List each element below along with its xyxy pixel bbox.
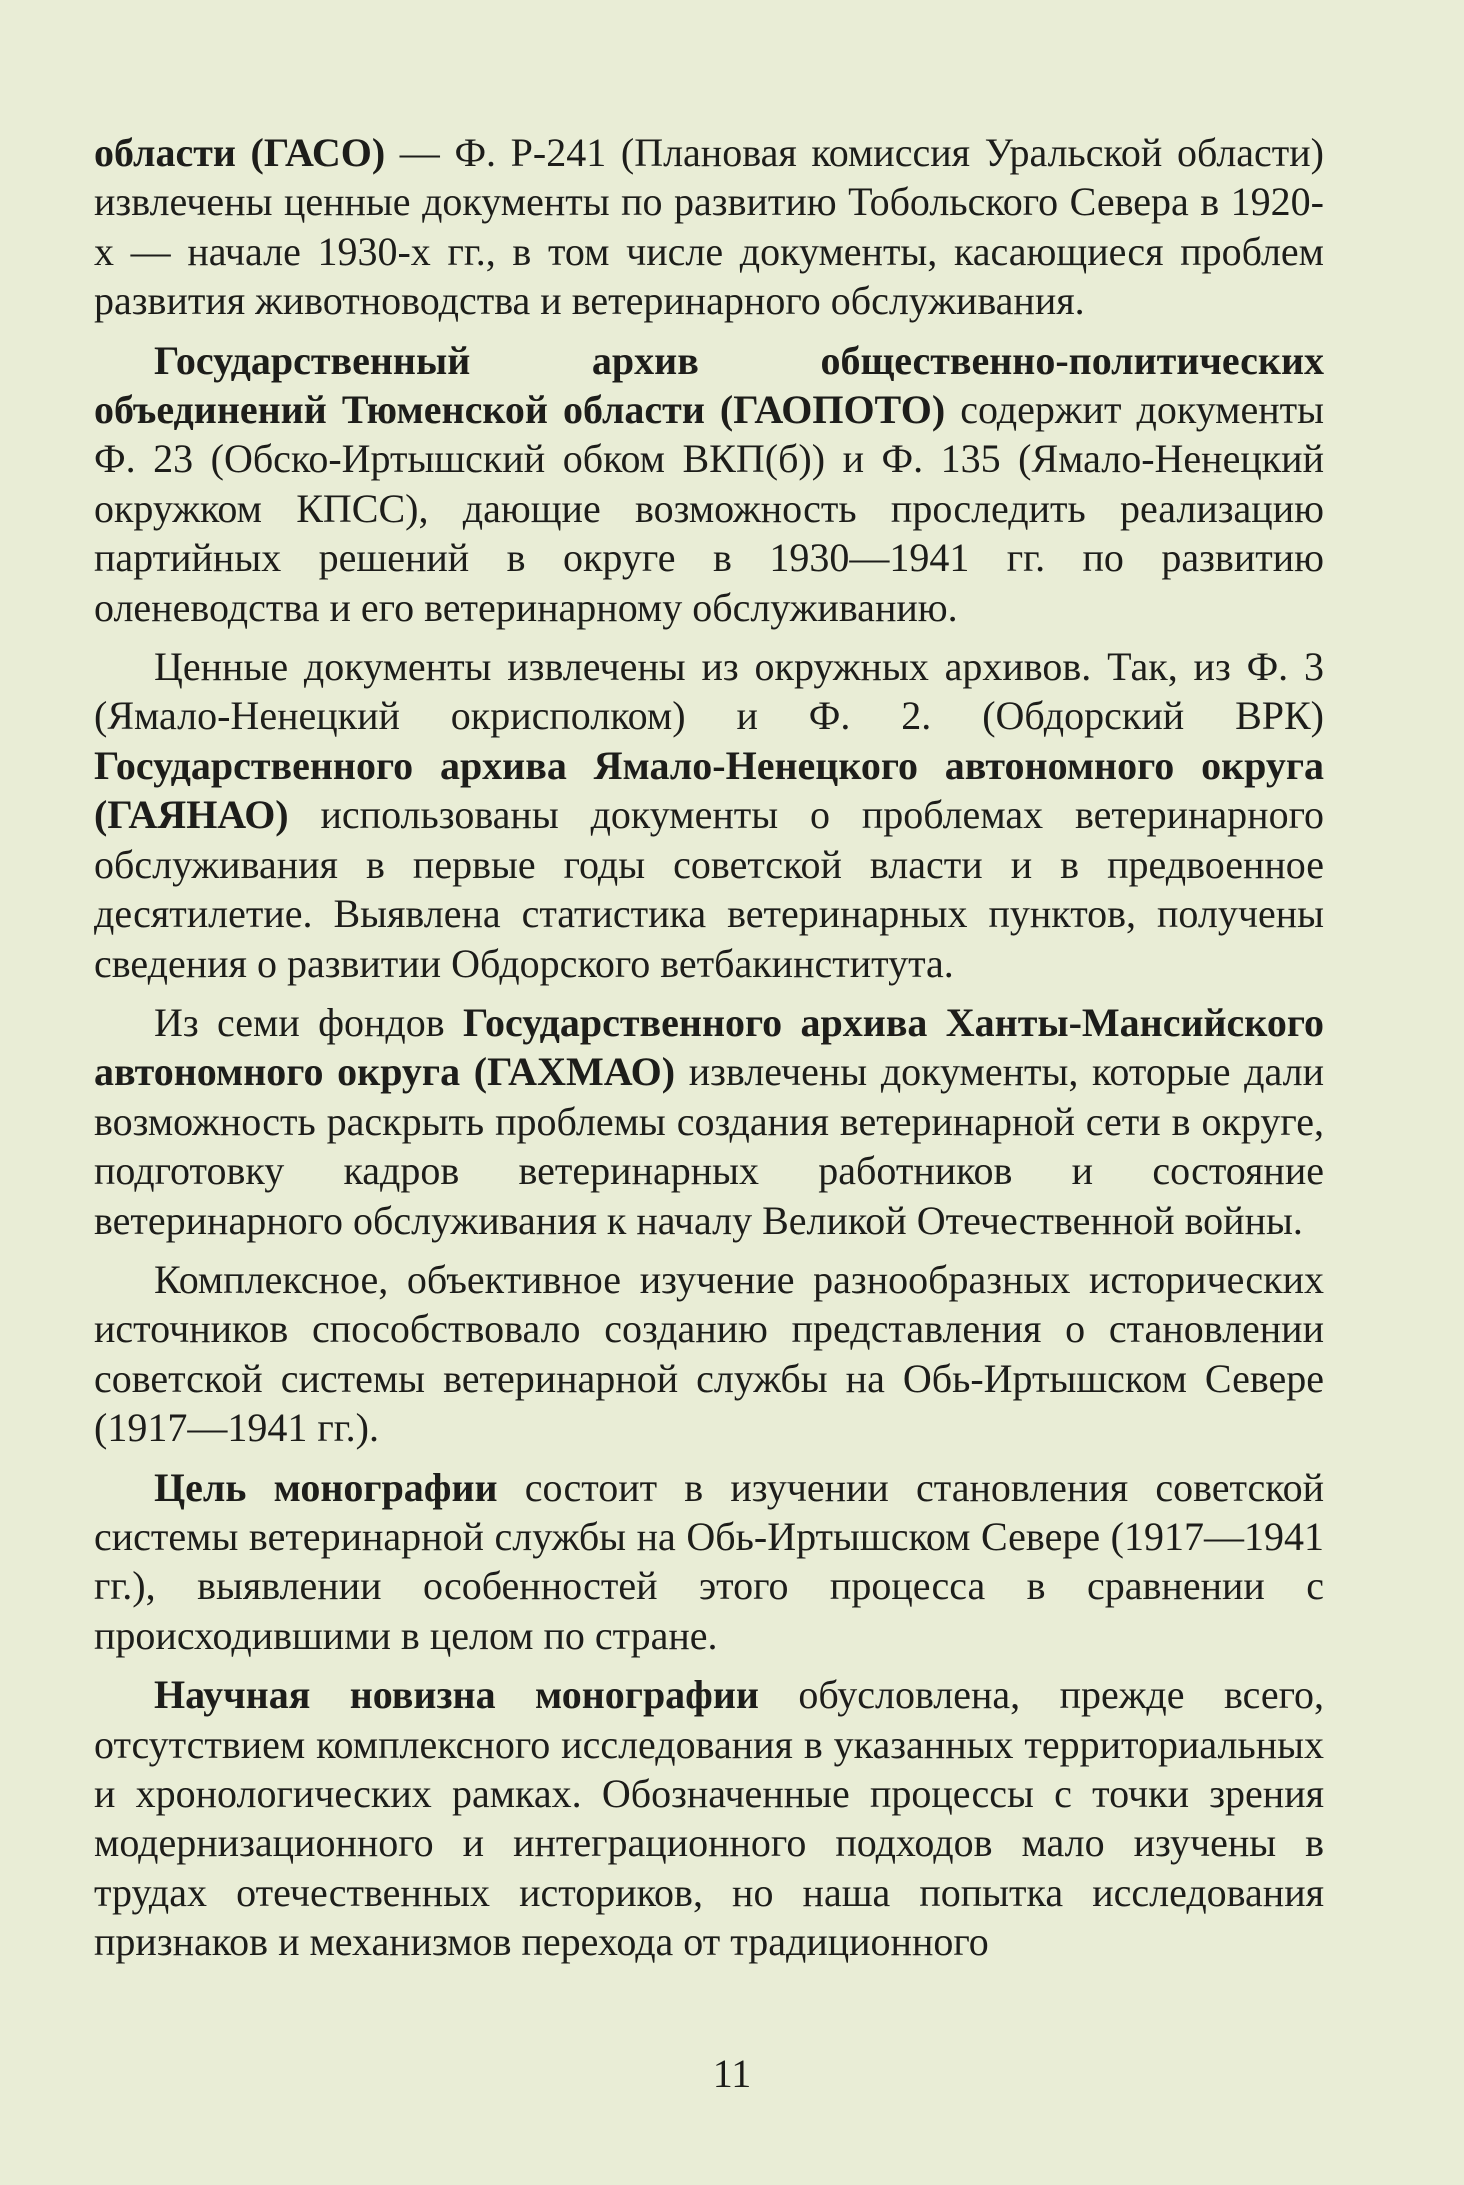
bold-term: Государственный архив общественно-политических объединений Тюменской области (ГАОПОТО) (94, 337, 1324, 433)
paragraph-text: содержит документы Ф. 23 (Обско-Иртышский обком ВКП(б)) и Ф. 135 (Ямало-Ненецкий окружком КПСС), дающие возможность проследить реализацию партийных решений в округе в 1930—1941 гг. по развитию оленеводства и его ветеринарному обслуживанию. (94, 387, 1325, 630)
bold-term: Цель монографии (154, 1464, 498, 1510)
paragraph (94, 128, 1324, 326)
body-text (94, 128, 1324, 1977)
page-number: 11 (712, 2051, 752, 2096)
bold-term: области (ГАСО) (94, 130, 386, 175)
paragraph-text: Ценные документы извлечены из окружных архивов. Так, из Ф. 3 (Ямало-Ненецкий окрисполком) и Ф. 2. (Обдорский ВРК) (94, 644, 1324, 739)
bold-term: Государственного архива Ханты-Мансийского автономного округа (ГАХМАО) (94, 999, 1324, 1095)
paragraph (94, 998, 1324, 1245)
paragraph (94, 1255, 1324, 1453)
paragraph-text: извлечены документы, которые дали возможность раскрыть проблемы создания ветеринарной сети в округе, подготовку кадров ветеринарных работников и состояние ветеринарного обслуживания к началу Великой Отечественной войны. (94, 1049, 1324, 1243)
bold-term: Научная новизна монографии (154, 1672, 759, 1718)
bold-term: Государственного архива Ямало-Ненецкого автономного округа (ГАЯНАО) (94, 742, 1324, 838)
paragraph-text: — Ф. Р-241 (Плановая комиссия Уральской области) извлечены ценные документы по развитию Тобольского Севера в 1920-х — начале 1930-х гг., в том числе документы, касающиеся проблем развития животноводства и ветеринарного обслуживания. (94, 130, 1325, 324)
paragraph-text: Из семи фондов (154, 999, 464, 1045)
paragraph (94, 1670, 1324, 1966)
paragraph (94, 336, 1324, 632)
paragraph (94, 642, 1324, 988)
paragraph-text: состоит в изучении становления советской системы ветеринарной службы на Обь-Иртышском Севере (1917—1941 гг.), выявлении особенностей этого процесса в сравнении с происходившими в целом по стране. (94, 1464, 1325, 1658)
paragraph-text: обусловлена, прежде всего, отсутствием комплексного исследования в указанных территориальных и хронологических рамках. Обозначенные процессы с точки зрения модернизационного и интеграционного подходов мало изучены в трудах отечественных историков, но наша попытка исследования признаков и механизмов перехода от традиционного (94, 1672, 1325, 1965)
paragraph (94, 1463, 1324, 1661)
paragraph-text: Комплексное, объективное изучение разнообразных исторических источников способствовало созданию представления о становлении советской системы ветеринарной службы на Обь-Иртышском Севере (1917—1941 гг.). (94, 1256, 1324, 1451)
paragraph-text: использованы документы о проблемах ветеринарного обслуживания в первые годы советской власти и в предвоенное десятилетие. Выявлена статистика ветеринарных пунктов, получены сведения о развитии Обдорского ветбакинститута. (94, 792, 1324, 986)
